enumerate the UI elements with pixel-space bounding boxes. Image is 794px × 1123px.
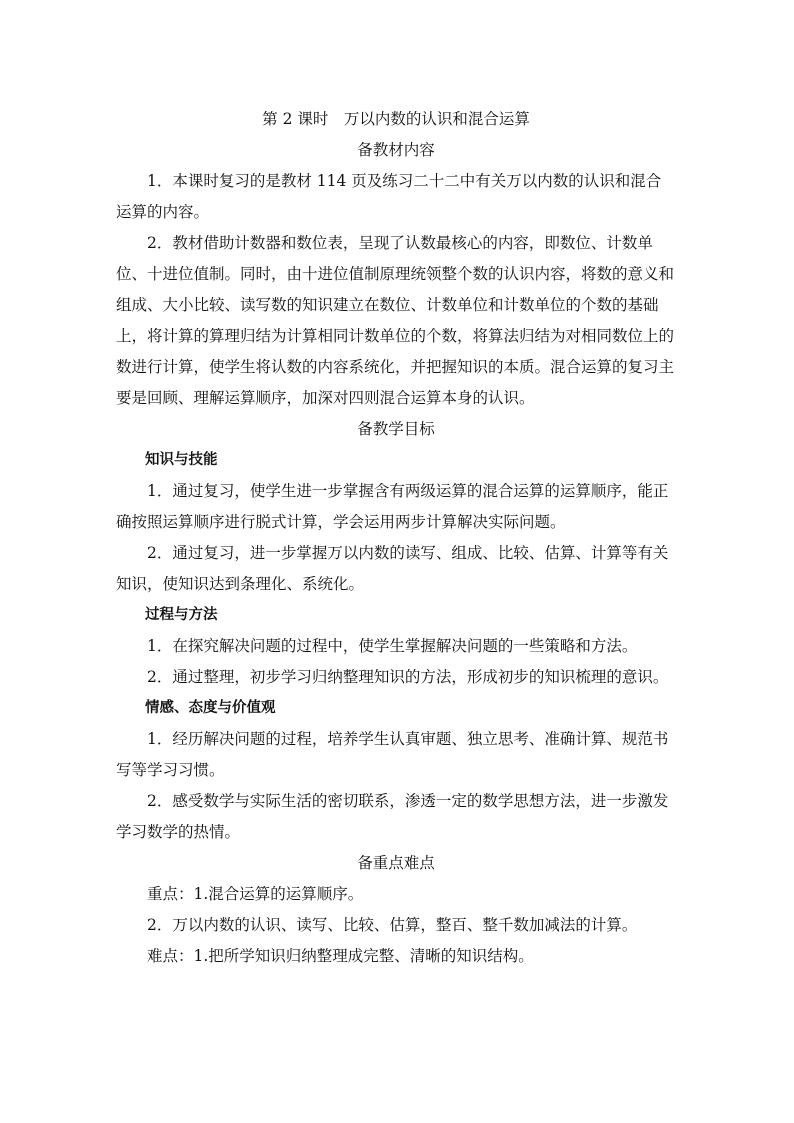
content-paragraph-1: 1．本课时复习的是教材 114 页及练习二十二中有关万以内数的认识和混合运算的内容。 <box>116 172 662 221</box>
section-heading-content: 备教材内容 <box>357 141 435 159</box>
key-point-2: 2．万以内数的认识、读写、比较、估算，整百、整千数加减法的计算。 <box>147 916 638 934</box>
knowledge-item-1: 1．通过复习，使学生进一步掌握含有两级运算的混合运算的运算顺序，能正确按照运算顺序进行脱式计算，学会运用两步计算解决实际问题。 <box>116 482 669 531</box>
process-item-1: 1．在探究解决问题的过程中，使学生掌握解决问题的一些策略和方法。 <box>147 637 638 655</box>
lesson-title: 第 2 课时 万以内数的认识和混合运算 <box>262 110 530 128</box>
subheading-process: 过程与方法 <box>145 607 218 623</box>
difficult-point-1: 难点：1.把所学知识归纳整理成完整、清晰的知识结构。 <box>147 947 534 965</box>
key-point-1: 重点：1.混合运算的运算顺序。 <box>147 885 364 903</box>
subheading-knowledge: 知识与技能 <box>145 452 218 468</box>
section-heading-goals: 备教学目标 <box>357 420 435 438</box>
document-content <box>116 104 676 972</box>
emotion-item-1: 1．经历解决问题的过程，培养学生认真审题、独立思考、准确计算、规范书写等学习习惯。 <box>116 730 669 779</box>
knowledge-item-2: 2．通过复习，进一步掌握万以内数的读写、组成、比较、估算、计算等有关知识，使知识达到条理化、系统化。 <box>116 544 669 593</box>
section-heading-key-points: 备重点难点 <box>357 854 435 872</box>
process-item-2: 2．通过整理，初步学习归纳整理知识的方法，形成初步的知识梳理的意识。 <box>147 668 669 686</box>
content-paragraph-2: 2．教材借助计数器和数位表，呈现了认数最核心的内容，即数位、计数单位、十进位值制。同时，由十进位值制原理统领整个数的认识内容，将数的意义和组成、大小比较、读写数的知识建立在数位、计数单位和计数单位的个数的基础上，将计算的算理归结为计算相同计数单位的个数，将算法归结为对相同数位上的数进行计算，使学生将认数的内容系统化，并把握知识的本质。混合运算的复习主要是回顾、理解运算顺序，加深对四则混合运算本身的认识。 <box>116 234 675 407</box>
emotion-item-2: 2．感受数学与实际生活的密切联系，渗透一定的数学思想方法，进一步激发学习数学的热情。 <box>116 792 669 841</box>
subheading-emotion: 情感、态度与价值观 <box>145 700 276 716</box>
